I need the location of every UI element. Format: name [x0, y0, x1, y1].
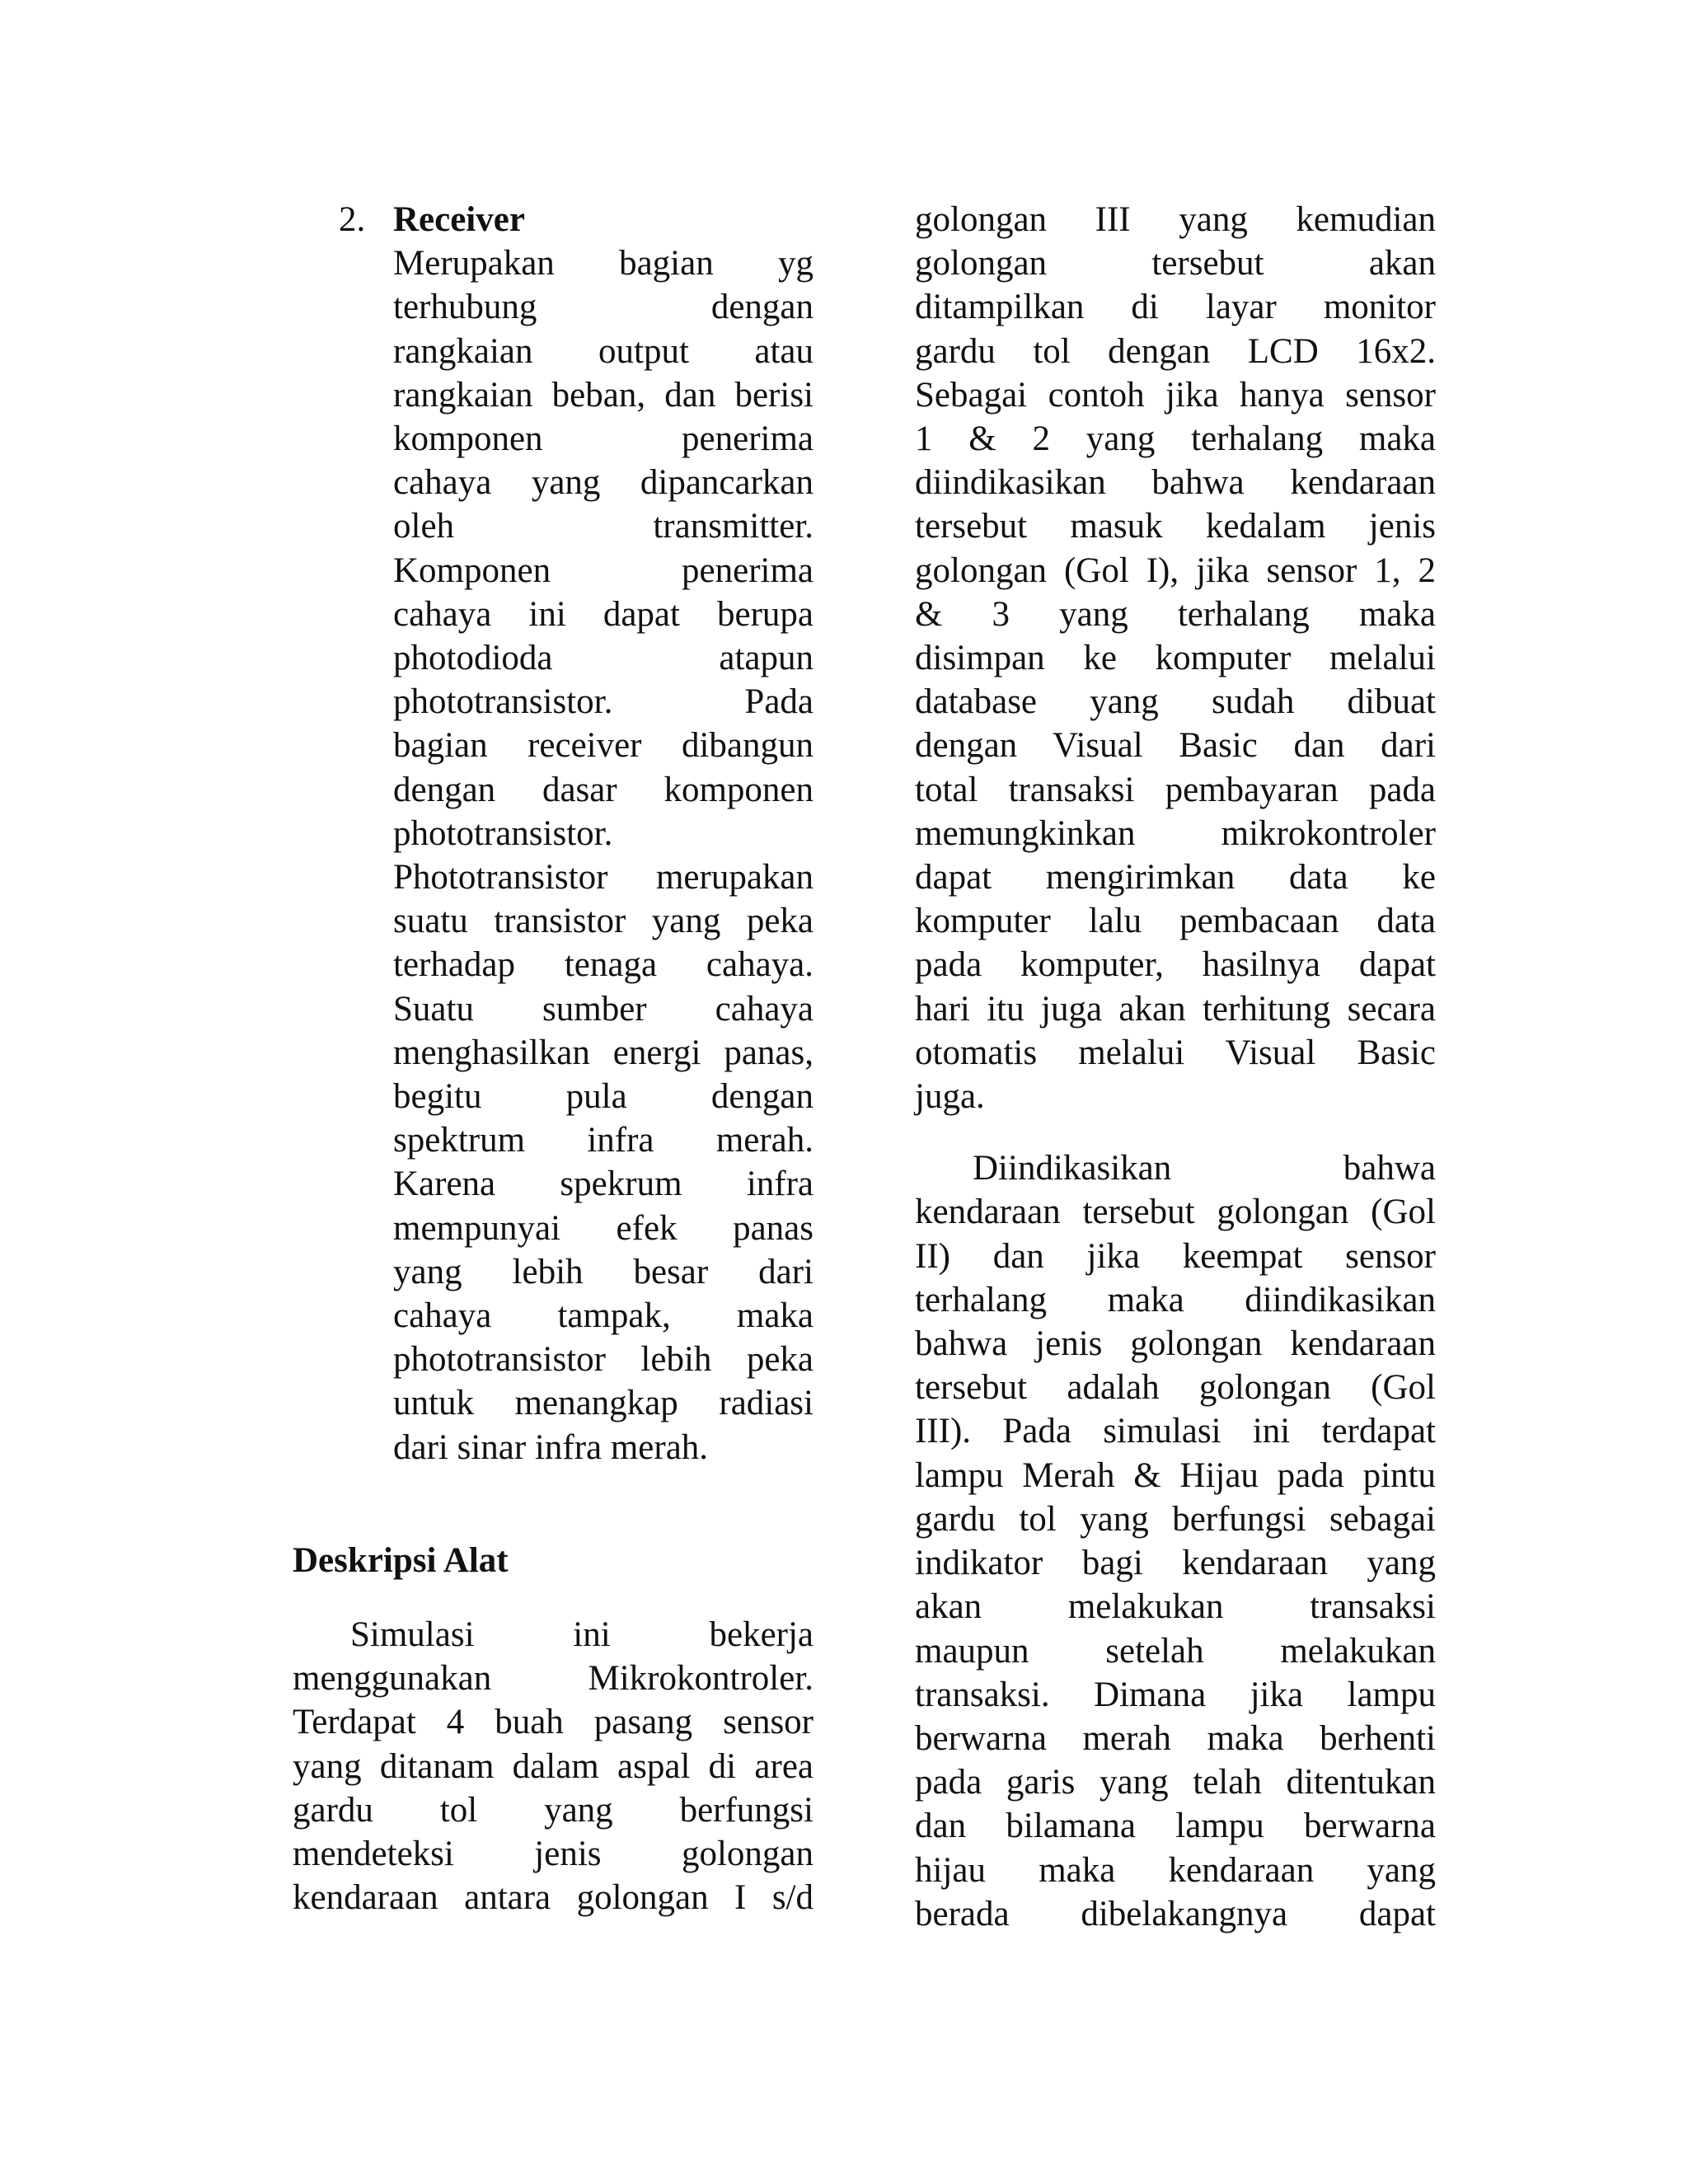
text-line: Phototransistor merupakan [393, 858, 814, 898]
text-line: hari itu juga akan terhitung secara [915, 989, 1436, 1029]
text-line: kendaraan tersebut golongan (Gol [915, 1193, 1436, 1232]
text-line: & 3 yang terhalang maka [915, 594, 1436, 634]
text-line: cahaya ini dapat berupa [393, 594, 814, 634]
text-line: dan bilamana lampu berwarna [915, 1807, 1436, 1846]
text-line: dapat mengirimkan data ke [915, 858, 1436, 898]
text-line: begitu pula dengan [393, 1077, 814, 1117]
text-line: ditampilkan di layar monitor [915, 288, 1436, 327]
text-line: terhadap tenaga cahaya. [393, 945, 814, 985]
text-line: mempunyai efek panas [393, 1208, 814, 1248]
text-line: 1 & 2 yang terhalang maka [915, 419, 1436, 459]
receiver-body [393, 241, 814, 1469]
text-line: maupun setelah melakukan [915, 1631, 1436, 1671]
text-line: II) dan jika keempat sensor [915, 1236, 1436, 1276]
text-line: terhalang maka diindikasikan [915, 1280, 1436, 1319]
right-paragraph-2 [915, 1146, 1436, 1936]
text-line: untuk menangkap radiasi [393, 1384, 814, 1423]
text-line: Merupakan bagian yg [393, 244, 814, 284]
text-line: gardu tol yang berfungsi [293, 1790, 814, 1830]
text-line: dari sinar infra merah. [393, 1427, 709, 1467]
section-paragraph [293, 1613, 814, 1919]
text-line: suatu transistor yang peka [393, 902, 814, 941]
text-line: lampu Merah & Hijau pada pintu [915, 1455, 1436, 1495]
text-line: golongan III yang kemudian [915, 200, 1436, 239]
text-line: mendeteksi jenis golongan [293, 1835, 814, 1874]
text-line: diindikasikan bahwa kendaraan [915, 463, 1436, 503]
text-line: total transaksi pembayaran pada [915, 770, 1436, 809]
text-line: golongan tersebut akan [915, 244, 1436, 284]
text-line: golongan (Gol I), jika sensor 1, 2 [915, 551, 1436, 590]
text-line: komponen penerima [393, 419, 814, 459]
text-line: Karena spekrum infra [393, 1165, 814, 1204]
receiver-list-item [293, 198, 814, 1469]
text-line: berada dibelakangnya dapat [915, 1894, 1436, 1933]
text-line: Diindikasikan bahwa [973, 1149, 1436, 1188]
text-line: pada garis yang telah ditentukan [915, 1763, 1436, 1802]
text-line: phototransistor. [393, 813, 613, 853]
text-line: rangkaian output atau [393, 331, 814, 371]
text-line: dengan Visual Basic dan dari [915, 726, 1436, 766]
text-line: dengan dasar komponen [393, 770, 814, 809]
text-line: transaksi. Dimana jika lampu [915, 1675, 1436, 1714]
left-column [293, 198, 814, 1469]
text-line: Simulasi ini bekerja [350, 1615, 814, 1654]
text-line: photodioda atapun [393, 639, 814, 678]
text-line: gardu tol dengan LCD 16x2. [915, 331, 1436, 371]
text-line: phototransistor. Pada [393, 682, 814, 722]
text-line: gardu tol yang berfungsi sebagai [915, 1499, 1436, 1539]
text-line: indikator bagi kendaraan yang [915, 1544, 1436, 1583]
text-line: komputer lalu pembacaan data [915, 902, 1436, 941]
text-line: otomatis melalui Visual Basic [915, 1033, 1436, 1072]
right-column [915, 198, 1436, 1936]
text-line: cahaya yang dipancarkan [393, 463, 814, 503]
text-line: menggunakan Mikrokontroler. [293, 1659, 814, 1699]
text-line: hijau maka kendaraan yang [915, 1850, 1436, 1890]
text-line: berwarna merah maka berhenti [915, 1718, 1436, 1758]
text-line: Sebagai contoh jika hanya sensor [915, 375, 1436, 415]
text-line: phototransistor lebih peka [393, 1340, 814, 1380]
text-line: spektrum infra merah. [393, 1121, 814, 1160]
text-line: bahwa jenis golongan kendaraan [915, 1324, 1436, 1364]
text-line: Suatu sumber cahaya [393, 989, 814, 1029]
right-paragraph-1 [915, 198, 1436, 1118]
text-line: menghasilkan energi panas, [393, 1033, 814, 1072]
text-line: Terdapat 4 buah pasang sensor [293, 1703, 814, 1742]
text-line: pada komputer, hasilnya dapat [915, 945, 1436, 985]
text-line: tersebut masuk kedalam jenis [915, 507, 1436, 546]
text-line: juga. [915, 1077, 985, 1117]
text-line: yang ditanam dalam aspal di area [293, 1746, 814, 1786]
list-item-title: Receiver [393, 200, 525, 239]
text-line: bagian receiver dibangun [393, 726, 814, 766]
text-line: memungkinkan mikrokontroler [915, 813, 1436, 853]
text-line: Komponen penerima [393, 551, 814, 590]
text-line: database yang sudah dibuat [915, 682, 1436, 722]
text-line: kendaraan antara golongan I s/d [293, 1878, 814, 1918]
text-line: rangkaian beban, dan berisi [393, 375, 814, 415]
text-line: cahaya tampak, maka [393, 1296, 814, 1336]
text-line: yang lebih besar dari [393, 1252, 814, 1291]
text-line: III). Pada simulasi ini terdapat [915, 1412, 1436, 1451]
text-line: akan melakukan transaksi [915, 1587, 1436, 1627]
section-heading: Deskripsi Alat [293, 1541, 509, 1580]
text-line: tersebut adalah golongan (Gol [915, 1368, 1436, 1408]
text-line: oleh transmitter. [393, 507, 814, 546]
text-line: disimpan ke komputer melalui [915, 639, 1436, 678]
list-item-number: 2. [339, 200, 366, 239]
text-line: terhubung dengan [393, 288, 814, 327]
